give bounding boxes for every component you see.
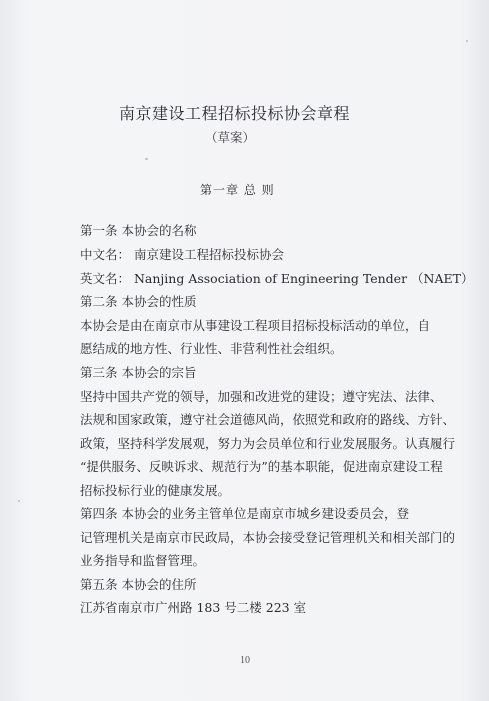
address-line: 江苏省南京市广州路 183 号二楼 223 室: [80, 600, 307, 615]
article-5-heading: 第五条 本协会的住所: [80, 577, 197, 592]
chapter-heading: 第一章 总 则: [200, 183, 275, 197]
article-2-heading: 第二条 本协会的性质: [80, 294, 197, 309]
page-number: 10: [240, 655, 250, 666]
paragraph-line: 愿结成的地方性、行业性、非营利性社会组织。: [80, 341, 343, 356]
document-subtitle: （草案）: [205, 130, 256, 145]
paragraph-line: 坚持中国共产党的领导，加强和改进党的建设；遵守宪法、法律、: [80, 389, 443, 404]
scan-speck: [145, 158, 148, 160]
scan-speck: [466, 40, 468, 42]
article-3-heading: 第三条 本协会的宗旨: [80, 365, 197, 380]
paragraph-line: 政策，坚持科学发展观，努力为会员单位和行业发展服务。认真履行: [80, 436, 456, 451]
paragraph-line: 本协会是由在南京市从事建设工程项目招标投标活动的单位，自: [80, 318, 431, 333]
paragraph-line: 法规和国家政策，遵守社会道德风尚，依照党和政府的路线、方针、: [80, 412, 456, 427]
article-1-heading: 第一条 本协会的名称: [80, 223, 197, 238]
paragraph-line: 招标投标行业的健康发展。: [80, 483, 231, 498]
document-title: 南京建设工程招标投标协会章程: [119, 104, 351, 123]
paragraph-line: 业务指导和监督管理。: [80, 553, 206, 568]
paragraph-line: 记管理机关是南京市民政局，本协会接受登记管理机关和相关部门的: [80, 530, 456, 545]
english-name-line: 英文名： Nanjing Association of Engineering Tender （NAET）: [80, 271, 474, 286]
chinese-name-line: 中文名： 南京建设工程招标投标协会: [80, 247, 284, 262]
paragraph-line: “提供服务、反映诉求、规范行为”的基本职能，促进南京建设工程: [80, 459, 443, 474]
scan-speck: [18, 500, 20, 502]
article-4-line: 第四条 本协会的业务主管单位是南京市城乡建设委员会，登: [80, 506, 409, 521]
